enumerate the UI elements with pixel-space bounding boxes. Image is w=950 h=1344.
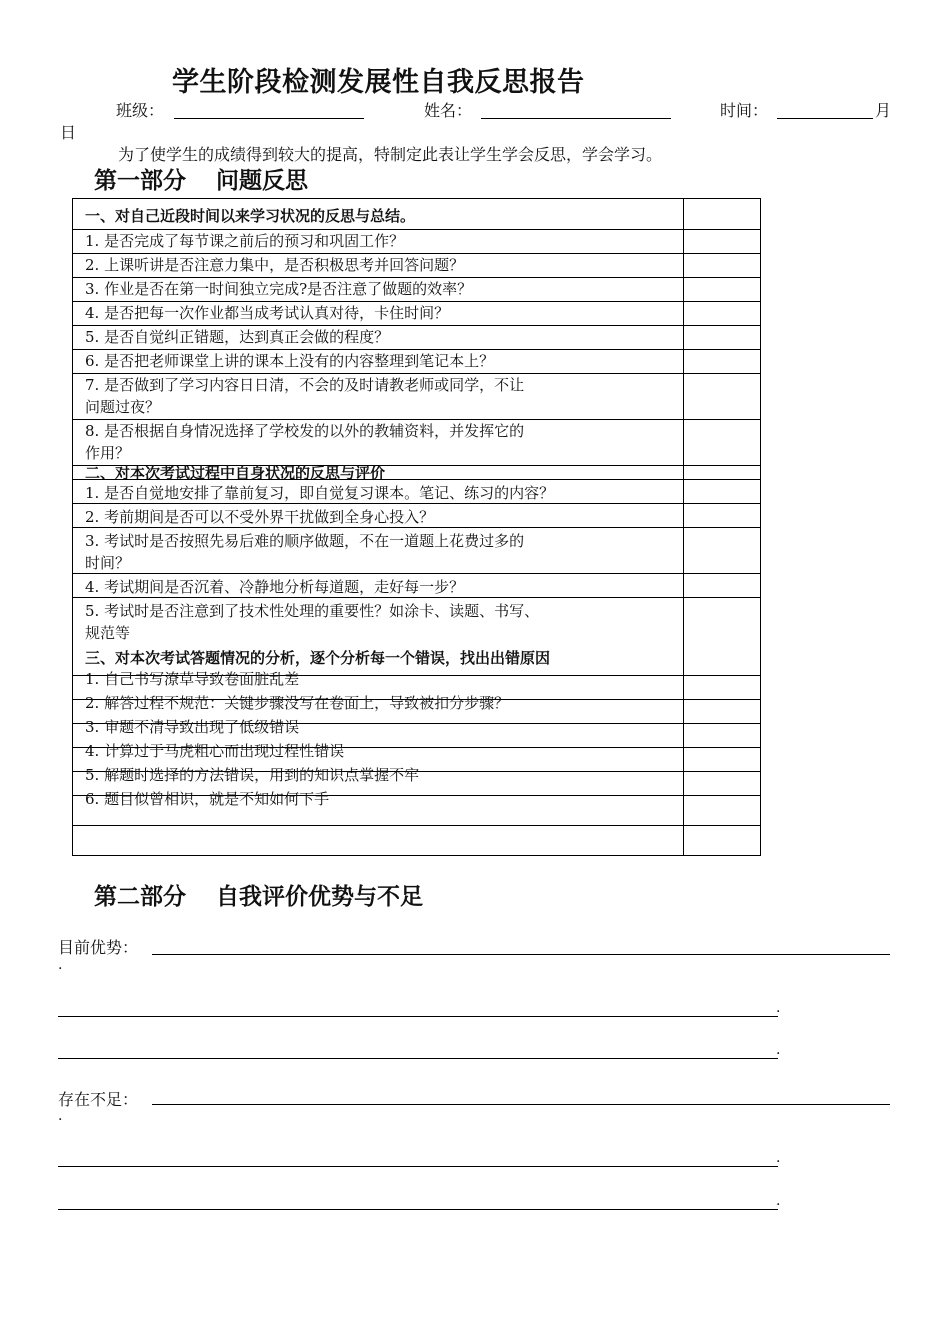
table-row[interactable] bbox=[73, 373, 760, 419]
strengths-line-2[interactable] bbox=[58, 1016, 778, 1017]
table-row[interactable] bbox=[73, 229, 760, 253]
weaknesses-line-2[interactable] bbox=[58, 1166, 778, 1167]
dot-mark: . bbox=[776, 1193, 781, 1209]
strengths-line-1[interactable] bbox=[152, 954, 890, 955]
question-item-cont: 规范等 bbox=[85, 624, 131, 642]
question-item: 2. 考前期间是否可以不受外界干扰做到全身心投入？ bbox=[85, 508, 435, 526]
question-item: 3. 作业是否在第一时间独立完成?是否注意了做题的效率？ bbox=[85, 280, 473, 298]
name-field[interactable] bbox=[481, 118, 671, 119]
dot-mark: . bbox=[776, 1150, 781, 1166]
question-item: 7. 是否做到了学习内容日日清，不会的及时请教老师或同学，不让 bbox=[85, 376, 525, 394]
section3-title: 三、对本次考试答题情况的分析，逐个分析每一个错误，找出出错原因 bbox=[85, 649, 551, 667]
day-label: 日 bbox=[60, 123, 77, 142]
question-item-cont: 作用？ bbox=[85, 444, 131, 462]
question-item: 5. 解题时选择的方法错误，用到的知识点掌握不牢 bbox=[85, 766, 420, 784]
dot-mark: . bbox=[776, 1000, 781, 1016]
part1-name: 问题反思 bbox=[216, 168, 308, 194]
table-row[interactable] bbox=[73, 503, 760, 527]
name-label: 姓名： bbox=[424, 101, 473, 120]
section1-title: 一、对自己近段时间以来学习状况的反思与总结。 bbox=[85, 207, 416, 225]
question-item-cont: 时间？ bbox=[85, 554, 131, 572]
question-item: 4. 是否把每一次作业都当成考试认真对待，卡住时间？ bbox=[85, 304, 450, 322]
question-item: 1. 是否完成了每节课之前后的预习和巩固工作？ bbox=[85, 232, 405, 250]
class-label: 班级： bbox=[116, 101, 165, 120]
time-field[interactable] bbox=[777, 118, 873, 119]
reflection-table bbox=[72, 198, 761, 856]
question-item: 4. 考试期间是否沉着、冷静地分析每道题，走好每一步？ bbox=[85, 578, 465, 596]
part2-name: 自我评价优势与不足 bbox=[216, 884, 423, 910]
question-item: 3. 审题不清导致出现了低级错误 bbox=[85, 718, 300, 736]
month-label: 月 bbox=[875, 101, 892, 120]
question-item: 5. 考试时是否注意到了技术性处理的重要性？如涂卡、读题、书写、 bbox=[85, 602, 540, 620]
question-item: 6. 题目似曾相识，就是不知如何下手 bbox=[85, 790, 330, 808]
table-row bbox=[73, 199, 760, 229]
section2-title: 二、对本次考试过程中自身状况的反思与评价 bbox=[85, 464, 386, 482]
table-row[interactable] bbox=[73, 277, 760, 301]
question-item: 4. 计算过于马虎粗心而出现过程性错误 bbox=[85, 742, 345, 760]
table-row-blank[interactable] bbox=[73, 825, 760, 855]
part2-number: 第二部分 bbox=[94, 884, 186, 910]
table-row[interactable] bbox=[73, 527, 760, 573]
class-field[interactable] bbox=[174, 118, 364, 119]
question-item: 5. 是否自觉纠正错题，达到真正会做的程度？ bbox=[85, 328, 390, 346]
question-item: 1. 是否自觉地安排了靠前复习，即自觉复习课本。笔记、练习的内容？ bbox=[85, 484, 555, 502]
strengths-label: 目前优势： bbox=[58, 938, 139, 957]
table-row[interactable] bbox=[73, 479, 760, 503]
part1-heading bbox=[94, 162, 308, 195]
time-label: 时间： bbox=[720, 101, 769, 120]
weaknesses-label: 存在不足： bbox=[58, 1090, 139, 1109]
part1-number: 第一部分 bbox=[94, 168, 186, 194]
part2-heading bbox=[94, 878, 423, 911]
question-item: 2. 解答过程不规范：关键步骤没写在卷面上，导致被扣分步骤？ bbox=[85, 694, 510, 712]
page-title: 学生阶段检测发展性自我反思报告 bbox=[172, 67, 585, 98]
table-row[interactable] bbox=[73, 349, 760, 373]
dot-mark: . bbox=[58, 957, 63, 973]
weaknesses-line-1[interactable] bbox=[152, 1104, 890, 1105]
question-item-cont: 问题过夜？ bbox=[85, 398, 161, 416]
table-row[interactable] bbox=[73, 419, 760, 465]
table-row[interactable] bbox=[73, 790, 760, 825]
table-row[interactable] bbox=[73, 253, 760, 277]
strengths-line-3[interactable] bbox=[58, 1058, 778, 1059]
weaknesses-line-3[interactable] bbox=[58, 1209, 778, 1210]
dot-mark: . bbox=[58, 1108, 63, 1124]
question-item: 6. 是否把老师课堂上讲的课本上没有的内容整理到笔记本上？ bbox=[85, 352, 495, 370]
question-item: 3. 考试时是否按照先易后难的顺序做题，不在一道题上花费过多的 bbox=[85, 532, 525, 550]
table-row[interactable] bbox=[73, 325, 760, 349]
table-row[interactable] bbox=[73, 573, 760, 597]
question-item: 1. 自己书写潦草导致卷面脏乱差 bbox=[85, 670, 300, 688]
dot-mark: . bbox=[776, 1042, 781, 1058]
question-item: 2. 上课听讲是否注意力集中，是否积极思考并回答问题？ bbox=[85, 256, 465, 274]
intro-text: 为了使学生的成绩得到较大的提高，特制定此表让学生学会反思，学会学习。 bbox=[118, 145, 663, 164]
table-row[interactable] bbox=[73, 597, 760, 643]
table-row[interactable] bbox=[73, 301, 760, 325]
question-item: 8. 是否根据自身情况选择了学校发的以外的教辅资料，并发挥它的 bbox=[85, 422, 525, 440]
